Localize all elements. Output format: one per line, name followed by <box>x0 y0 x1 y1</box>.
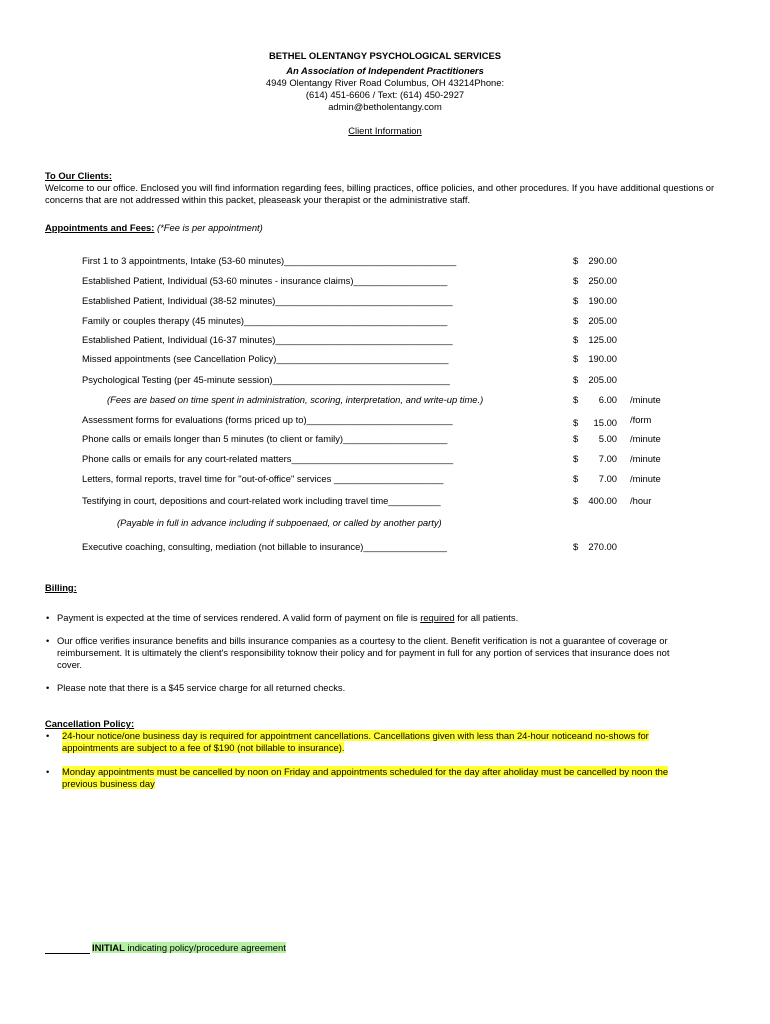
cancellation-bullet-1-line-1 <box>62 730 649 742</box>
fee-row-currency: $ <box>573 275 579 286</box>
fee-row-amount: 190.00 <box>588 353 617 364</box>
cancellation-heading: Cancellation Policy: <box>45 718 135 729</box>
fee-row-desc: Executive coaching, consulting, mediation (not billable to insurance)________________ <box>82 541 447 552</box>
bullet-icon: • <box>46 766 50 777</box>
fees-heading-note: (*Fee is per appointment) <box>157 222 263 233</box>
testify-note: (Payable in full in advance including if subpoenaed, or called by another party) <box>117 517 442 528</box>
fee-row-amount: 250.00 <box>588 275 617 286</box>
fee-row-amount: 290.00 <box>588 255 617 266</box>
initial-label-bold: INITIAL <box>92 942 125 953</box>
cancellation-bullet-1-line-2 <box>62 742 344 754</box>
billing-bullet-1-post: for all patients. <box>454 612 519 623</box>
billing-bullet-1 <box>57 612 717 624</box>
fee-row-amount: 15.00 <box>593 417 617 428</box>
fee-row-desc: Testifying in court, depositions and court-related work including travel time__________ <box>82 495 441 506</box>
fee-row-amount: 5.00 <box>598 433 617 444</box>
fee-row-desc: Psychological Testing (per 45-minute session)__________________________________ <box>82 374 450 385</box>
intro-body: Welcome to our office. Enclosed you will find information regarding fees, billing practices, office policies, and other procedures. If you have additional questions or concerns that are not addressed within this packet, pleaseask your therapist or the administrative staff. <box>45 182 715 205</box>
initial-label <box>92 942 286 954</box>
billing-bullet-2: Our office verifies insurance benefits and bills insurance companies as a courtesy to the client. Benefit verification is not a guarantee of coverage or reimbursement. It is ultimately the client's responsibility toknow their policy and for payment in full for any portion of services that insurance does not cover. <box>57 635 670 670</box>
fee-row-amount: 205.00 <box>588 374 617 385</box>
fee-row-desc: Phone calls or emails longer than 5 minutes (to client or family)____________________ <box>82 433 448 444</box>
cancellation-bullet-2-line-1 <box>62 766 668 778</box>
org-subtitle: An Association of Independent Practitioners <box>286 65 484 76</box>
fee-row-unit: /minute <box>630 473 661 484</box>
fee-row-currency: $ <box>573 417 579 428</box>
fee-row-amount: 7.00 <box>598 453 617 464</box>
fee-row-unit: /minute <box>630 433 661 444</box>
fee-row-desc: Established Patient, Individual (16-37 minutes)__________________________________ <box>82 334 453 345</box>
fee-row-unit: /minute <box>630 453 661 464</box>
cancellation-bullet-1-line-1-text: 24-hour notice/one business day is required for appointment cancellations. Cancellations given with less than 24-hour noticeand no-shows for <box>62 730 649 741</box>
org-name: BETHEL OLENTANGY PSYCHOLOGICAL SERVICES <box>269 50 501 61</box>
fee-row-currency: $ <box>573 394 579 405</box>
fee-row-desc: Established Patient, Individual (53-60 minutes - insurance claims)__________________ <box>82 275 448 286</box>
billing-heading: Billing: <box>45 582 77 593</box>
cancellation-bullet-2-line-2-text: previous business day <box>62 778 155 789</box>
intro-heading: To Our Clients: <box>45 170 113 181</box>
billing-bullet-3: Please note that there is a $45 service charge for all returned checks. <box>57 682 346 693</box>
fee-row-currency: $ <box>573 334 579 345</box>
fees-heading: Appointments and Fees: <box>45 222 155 233</box>
fee-row-currency: $ <box>573 541 579 552</box>
billing-bullet-1-required: required <box>420 612 455 623</box>
fee-row-desc: First 1 to 3 appointments, Intake (53-60 minutes)_________________________________ <box>82 255 457 266</box>
doc-title-text: Client Information <box>348 125 422 136</box>
fee-row-currency: $ <box>573 433 579 444</box>
bullet-icon: • <box>46 612 50 623</box>
org-phones: (614) 451-6606 / Text: (614) 450-2927 <box>305 89 465 100</box>
fee-row-desc: Phone calls or emails for any court-related matters_______________________________ <box>82 453 454 464</box>
cancellation-bullet-2-line-1-text: Monday appointments must be cancelled by noon on Friday and appointments scheduled for the day after aholiday must be cancelled by noon the <box>62 766 669 777</box>
fee-row-amount: 6.00 <box>598 394 617 405</box>
billing-bullet-1-pre: Payment is expected at the time of services rendered. A valid form of payment on file is <box>57 612 421 623</box>
fee-row-amount: 400.00 <box>588 495 617 506</box>
fee-row-currency: $ <box>573 473 579 484</box>
fee-row-currency: $ <box>573 453 579 464</box>
initial-label-highlight <box>92 942 286 953</box>
fee-row-unit: /form <box>630 414 652 425</box>
fee-row-currency: $ <box>573 353 579 364</box>
initial-label-rest: indicating policy/procedure agreement <box>124 942 286 953</box>
fee-row-unit: /minute <box>630 394 661 405</box>
initial-signature-line[interactable] <box>45 953 90 954</box>
fee-row-desc: Assessment forms for evaluations (forms priced up to)____________________________ <box>82 414 453 425</box>
fee-row-amount: 205.00 <box>588 315 617 326</box>
fee-row-amount: 7.00 <box>598 473 617 484</box>
bullet-icon: • <box>46 635 50 646</box>
fee-row-desc-note: (Fees are based on time spent in administration, scoring, interpretation, and write-up time.) <box>107 394 484 405</box>
fee-row-desc: Established Patient, Individual (38-52 minutes)__________________________________ <box>82 295 453 306</box>
fee-row-desc: Missed appointments (see Cancellation Policy)_________________________________ <box>82 353 449 364</box>
doc-title <box>0 125 770 137</box>
bullet-icon: • <box>46 682 50 693</box>
fee-row-desc: Family or couples therapy (45 minutes)_______________________________________ <box>82 315 448 326</box>
fee-row-amount: 190.00 <box>588 295 617 306</box>
cancellation-bullet-2-line-2 <box>62 778 155 790</box>
fee-row-desc: Letters, formal reports, travel time for "out-of-office" services _____________________ <box>82 473 444 484</box>
fee-row-currency: $ <box>573 255 579 266</box>
fee-row-unit: /hour <box>630 495 652 506</box>
fee-row-amount: 125.00 <box>588 334 617 345</box>
fee-row-currency: $ <box>573 315 579 326</box>
fee-row-currency: $ <box>573 295 579 306</box>
org-address: 4949 Olentangy River Road Columbus, OH 43214Phone: <box>265 77 505 88</box>
fees-heading-row <box>45 222 263 234</box>
fee-row-amount: 270.00 <box>588 541 617 552</box>
cancellation-bullet-1-line-2-text: appointments are subject to a fee of $190 (not billable to insurance). <box>62 742 345 753</box>
bullet-icon: • <box>46 730 50 741</box>
org-email: admin@betholentangy.com <box>328 101 442 112</box>
fee-row-currency: $ <box>573 495 579 506</box>
fee-row-currency: $ <box>573 374 579 385</box>
